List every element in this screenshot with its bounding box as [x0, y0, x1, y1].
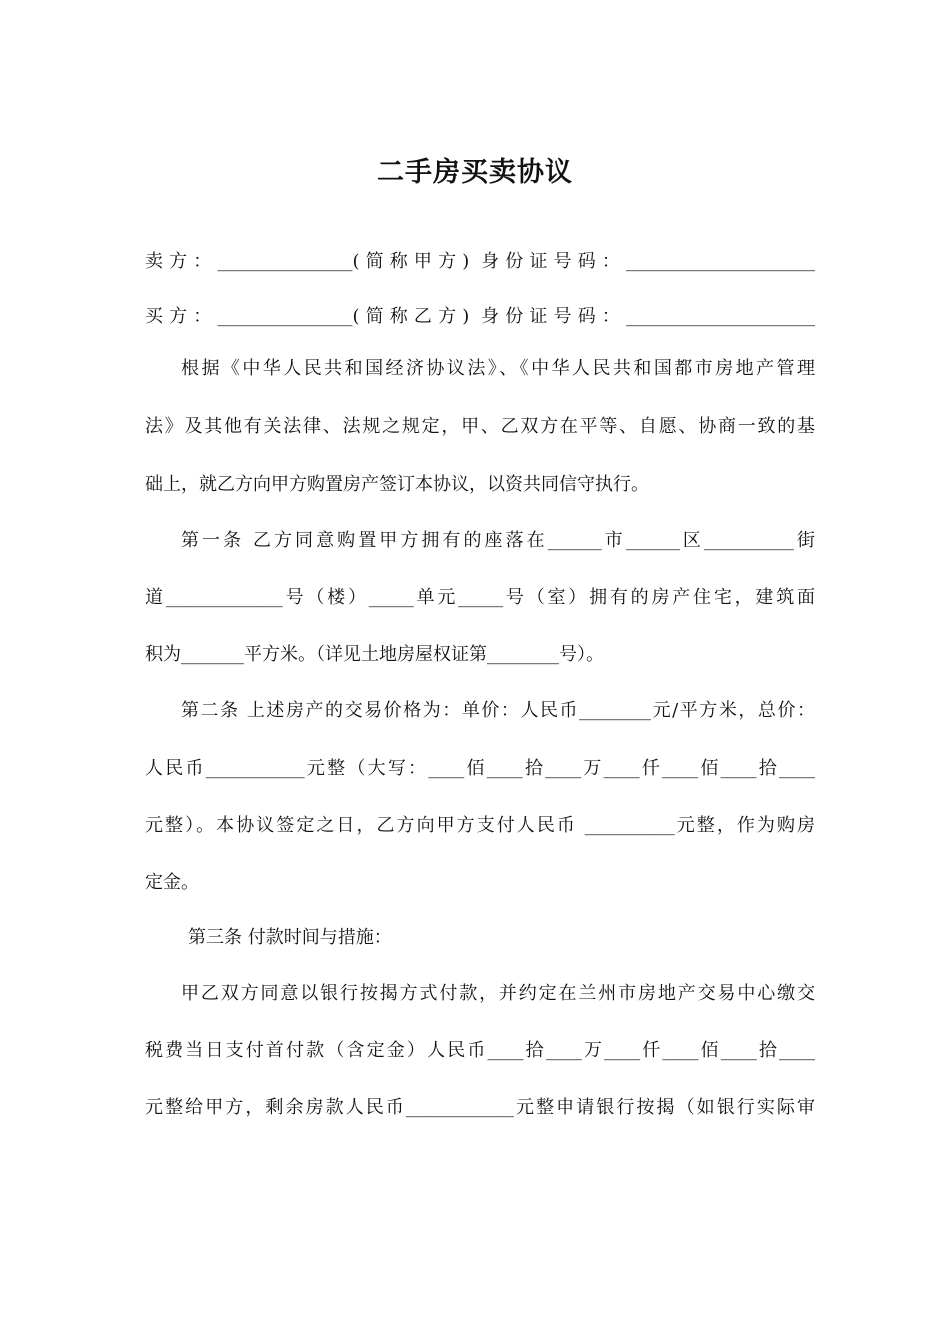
seller-line: 卖方：_______________(简称甲方) 身份证号码：_____________________ [145, 251, 815, 272]
article-3-line: 税费当日支付首付款（含定金）人民币____拾____万____仟____佰____拾____ [145, 1040, 815, 1061]
paragraph-line: 础上，就乙方向甲方购置房产签订本协议，以资共同信守执行。 [145, 474, 649, 495]
document-title: 二手房买卖协议 [377, 157, 573, 188]
article-2-line: 元整）。本协议签定之日，乙方向甲方支付人民币 __________元整，作为购房 [145, 815, 815, 836]
article-2-line: 定金。 [145, 872, 199, 893]
paragraph-line: 根据《中华人民共和国经济协议法》、《中华人民共和国都市房地产管理 [181, 358, 815, 379]
article-3-heading: 第三条 付款时间与措施： [188, 927, 392, 948]
paragraph-line: 法》及其他有关法律、法规之规定，甲、乙双方在平等、自愿、协商一致的基 [145, 416, 815, 437]
article-2-line: 第二条 上述房产的交易价格为：单价：人民币________元/平方米，总价： [181, 700, 815, 721]
buyer-line: 买方：_______________(简称乙方) 身份证号码：_____________________ [145, 306, 815, 327]
article-2-line: 人民币___________元整（大写：____佰____拾____万____仟____佰____拾____ [145, 758, 815, 779]
article-1-line: 第一条 乙方同意购置甲方拥有的座落在______市______区__________街 [181, 530, 815, 551]
article-3-line: 元整给甲方，剩余房款人民币____________元整申请银行按揭（如银行实际审 [145, 1097, 815, 1118]
article-1-line: 道_____________号（楼）_____单元_____号（室）拥有的房产住宅，建筑面 [145, 587, 815, 608]
article-3-line: 甲乙双方同意以银行按揭方式付款，并约定在兰州市房地产交易中心缴交 [181, 983, 815, 1004]
article-1-line: 积为_______平方米。（详见土地房屋权证第________号）。 [145, 644, 604, 665]
